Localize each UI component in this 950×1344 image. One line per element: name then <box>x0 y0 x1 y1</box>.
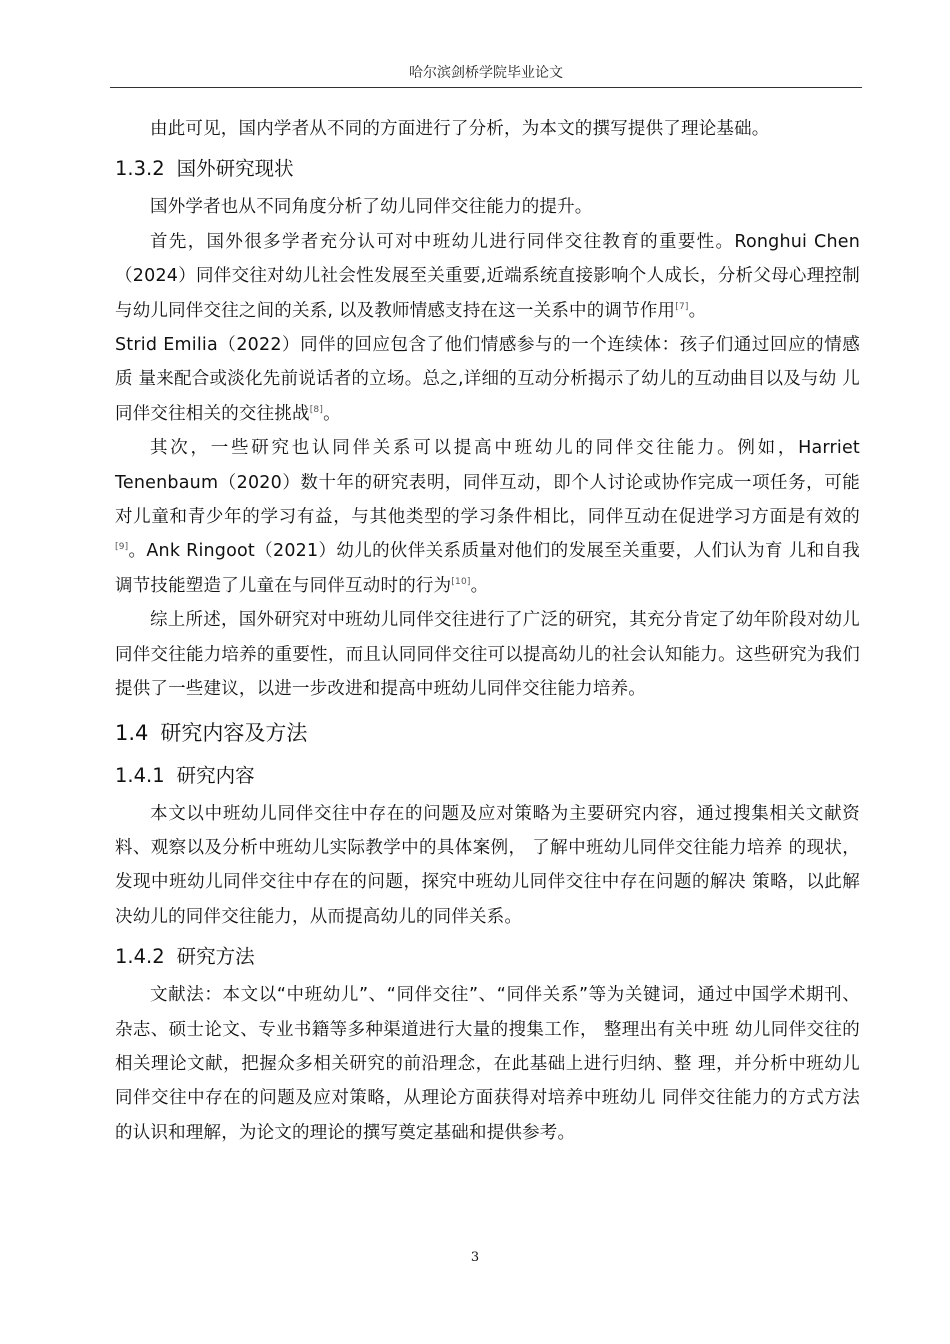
section-number: 1.4 <box>115 720 149 745</box>
paragraph-foreign-summary: 综上所述，国外研究对中班幼儿同伴交往进行了广泛的研究，其充分肯定了幼年阶段对幼儿同伴交往能力培养的重要性，而且认同同伴交往可以提高幼儿的社会认知能力。这些研究为我们提供了一些建议，以进一步改进和提高中班幼儿同伴交往能力培养。 <box>115 610 860 700</box>
page-number: 3 <box>470 1250 480 1265</box>
section-title: 研究方法 <box>176 945 255 969</box>
heading-1-4 <box>115 713 860 753</box>
section-title: 研究内容及方法 <box>160 720 308 745</box>
running-header: 哈尔滨剑桥学院毕业论文 <box>409 65 563 81</box>
page-body <box>115 112 860 1150</box>
paragraph-strid-emilia: Strid Emilia（2022）同伴的回应包含了他们情感参与的一个连续体：孩子们通过回应的情感质 量来配合或淡化先前说话者的立场。总之,详细的互动分析揭示了幼儿的互动曲目以及与幼 儿同伴交往相关的交往挑战[8]。 <box>115 335 860 424</box>
section-number: 1.4.1 <box>115 763 165 787</box>
paragraph-summary-domestic: 由此可见，国内学者从不同的方面进行了分析，为本文的撰写提供了理论基础。 <box>150 119 770 139</box>
paragraph-foreign-first: 首先，国外很多学者充分认可对中班幼儿进行同伴交往教育的重要性。Ronghui Chen（2024）同伴交往对幼儿社会性发展至关重要,近端系统直接影响个人成长，分析父母心理控制与幼儿同伴交往之间的关系, 以及教师情感支持在这一关系中的调节作用[7]。 <box>115 231 860 321</box>
section-number: 1.3.2 <box>115 157 165 181</box>
paragraph-research-method: 文献法：本文以“中班幼儿”、“同伴交往”、“同伴关系”等为关键词，通过中国学术期刊、杂志、硕士论文、专业书籍等多种渠道进行大量的搜集工作， 整理出有关中班 幼儿同伴交往的相关理论文献，把握众多相关研究的前沿理念，在此基础上进行归纳、整 理，并分析中班幼儿同伴交往中存在的问题及应对策略，从理论方面获得对培养中班幼儿 同伴交往能力的方式方法的认识和理解，为论文的理论的撰写奠定基础和提供参考。 <box>115 985 860 1143</box>
heading-1-4-1 <box>115 757 860 795</box>
citation-10: [10] <box>451 577 471 588</box>
heading-1-3-2 <box>115 150 860 188</box>
header-rule <box>110 87 862 88</box>
section-title: 国外研究现状 <box>176 157 294 181</box>
citation-7: [7] <box>675 301 689 312</box>
citation-8: [8] <box>309 405 324 416</box>
section-number: 1.4.2 <box>115 945 165 969</box>
paragraph-foreign-intro: 国外学者也从不同角度分析了幼儿同伴交往能力的提升。 <box>150 197 593 218</box>
heading-1-4-2 <box>115 938 860 976</box>
section-title: 研究内容 <box>176 763 255 787</box>
paragraph-research-content: 本文以中班幼儿同伴交往中存在的问题及应对策略为主要研究内容，通过搜集相关文献资料、观察以及分析中班幼儿实际教学中的具体案例， 了解中班幼儿同伴交往能力培养 的现状，发现中班幼儿同伴交往中存在的问题，探究中班幼儿同伴交往中存在问题的解决 策略，以此解决幼儿的同伴交往能力，从而提高幼儿的同伴关系。 <box>115 803 860 927</box>
citation-9: [9] <box>115 542 129 553</box>
paragraph-foreign-second: 其次，一些研究也认同伴关系可以提高中班幼儿的同伴交往能力。例如，Harriet Tenenbaum（2020）数十年的研究表明，同伴互动，即个人讨论或协作完成一项任务，可能对儿童和青少年的学习有益，与其他类型的学习条件相比，同伴互动在促进学习方面是有效的[9]。Ank Ringoot（2021）幼儿的伙伴关系质量对他们的发展至关重要，人们认为育 儿和自我调节技能塑造了儿童在与同伴互动时的行为[10]。 <box>115 438 860 596</box>
